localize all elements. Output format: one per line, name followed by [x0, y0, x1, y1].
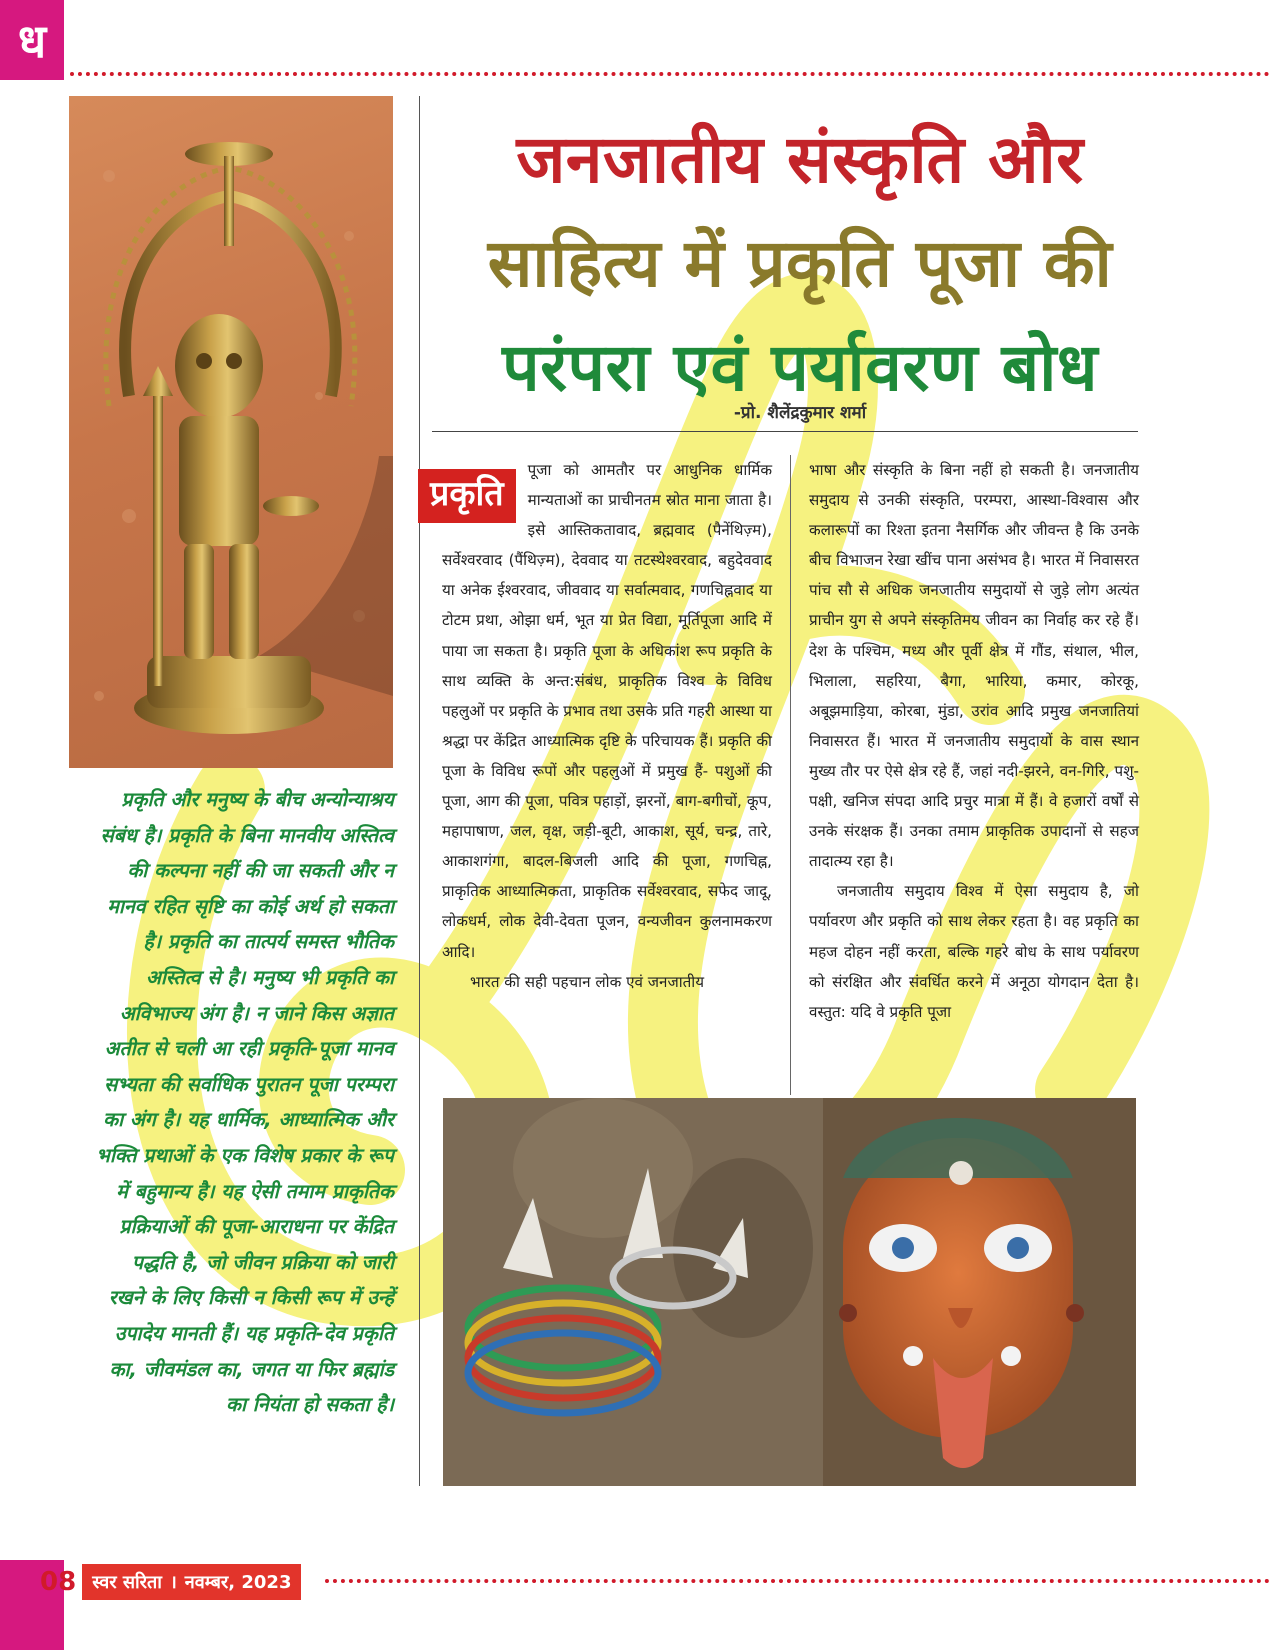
tribal-deity-photo	[443, 1098, 1136, 1486]
pull-quote-line: की कल्पना नहीं की जा सकती और न	[127, 859, 394, 883]
pull-quote-line: प्रक्रियाओं की पूजा-आराधना पर केंद्रित	[119, 1215, 394, 1239]
page-number: 08	[40, 1567, 77, 1597]
article-title	[420, 108, 1180, 420]
page-footer	[40, 1562, 301, 1602]
dropcap-word: प्रकृति	[418, 469, 516, 523]
magazine-name: स्वर सरिता	[92, 1572, 162, 1593]
body-column-1	[430, 455, 772, 997]
magazine-logo	[0, 0, 64, 80]
column-divider	[790, 455, 791, 1095]
top-dotted-rule	[70, 72, 1270, 76]
title-line-1: जनजातीय संस्कृति और	[516, 121, 1084, 198]
pull-quote-line: का, जीवमंडल का, जगत या फिर ब्रह्मांड	[109, 1357, 394, 1381]
title-line-3: परंपरा एवं पर्यावरण बोध	[502, 329, 1098, 406]
pull-quote-line: का नियंता हो सकता है।	[225, 1393, 394, 1417]
footer-separator: ।	[169, 1572, 177, 1593]
body-column-2	[809, 455, 1139, 1027]
logo-glyph: ध	[17, 14, 47, 68]
pull-quote-line: में बहुमान्य है। यह ऐसी तमाम प्राकृतिक	[116, 1179, 394, 1203]
pull-quote-line: का अंग है। यह धार्मिक, आध्यात्मिक और	[103, 1108, 394, 1132]
issue-date: नवम्बर, 2023	[184, 1572, 292, 1593]
pull-quote-line: है। प्रकृति का तात्पर्य समस्त भौतिक	[143, 930, 394, 954]
body-paragraph: जनजातीय समुदाय विश्व में ऐसा समुदाय है, जो पर्यावरण और प्रकृति को साथ लेकर रहता है। वह प्रकृति का महज दोहन नहीं करता, बल्कि गहरे बोध के साथ पर्यावरण को संरक्षित और संवर्धित करने में अनूठा योगदान देता है। वस्तुत: यदि वे प्रकृति पूजा	[809, 882, 1139, 1021]
footer-magazine-info	[82, 1564, 301, 1600]
pull-quote-line: प्रकृति और मनुष्य के बीच अन्योन्याश्रय	[121, 788, 394, 811]
pull-quote-line: रखने के लिए किसी न किसी रूप में उन्हें	[108, 1286, 394, 1310]
pull-quote-line: अतीत से चली आ रही प्रकृति-पूजा मानव	[104, 1037, 394, 1061]
body-paragraph: भारत की सही पहचान लोक एवं जनजातीय	[470, 972, 705, 991]
bronze-figure-photo	[69, 96, 393, 768]
byline-rule	[432, 431, 1138, 432]
pull-quote	[66, 782, 394, 1423]
author-byline: -प्रो. शैलेंद्रकुमार शर्मा	[733, 403, 867, 423]
bottom-dotted-rule	[325, 1579, 1270, 1583]
pull-quote-line: अविभाज्य अंग है। न जाने किस अज्ञात	[119, 1001, 394, 1025]
pull-quote-line: सभ्यता की सर्वाधिक पुरातन पूजा परम्परा	[104, 1072, 394, 1096]
pull-quote-line: उपादेय मानती हैं। यह प्रकृति-देव प्रकृति	[114, 1321, 394, 1345]
body-paragraph: पूजा को आमतौर पर आधुनिक धार्मिक मान्यताओं का प्राचीनतम स्रोत माना जाता है। इसे आस्तिकतावाद, ब्रह्मवाद (पैनेंथिज़्म), सर्वेश्वरवाद (पैंथिज़्म), देववाद या तटस्थेश्वरवाद, बहुदेववाद या अनेक ईश्वरवाद, जीववाद या सर्वात्मवाद, गणचिह्नवाद या टोटम प्रथा, ओझा धर्म, भूत या प्रेत विद्या, मूर्तिपूजा आदि में पाया जा सकता है। प्रकृति पूजा के अधिकांश रूप प्रकृति के साथ व्यक्ति के अन्त:संबंध, प्राकृतिक विश्व के विविध पहलुओं पर प्रकृति के प्रभाव तथा उसके प्रति गहरी आस्था या श्रद्धा पर केंद्रित आध्यात्मिक दृष्टि के परिचायक हैं। प्रकृति की पूजा के विविध रूपों और पहलुओं में प्रमुख हैं- पशुओं की पूजा, आग की पूजा, पवित्र पहाड़ों, झरनों, बाग-बगीचों, कूप, महापाषाण, जल, वृक्ष, जड़ी-बूटी, आकाश, सूर्य, चन्द्र, तारे, आकाशगंगा, बादल-बिजली आदि की पूजा, गणचिह्न, प्राकृतिक आध्यात्मिकता, प्राकृतिक सर्वेश्वरवाद, सफेद जादू, लोकधर्म, लोक देवी-देवता पूजन, वन्यजीवन कुलनामकरण आदि।	[442, 461, 772, 961]
pull-quote-line: मानव रहित सृष्टि का कोई अर्थ हो सकता	[107, 894, 394, 918]
title-line-2: साहित्य में प्रकृति पूजा की	[487, 225, 1113, 302]
pull-quote-line: अस्तित्व से है। मनुष्य भी प्रकृति का	[145, 965, 394, 989]
pull-quote-line: संबंध है। प्रकृति के बिना मानवीय अस्तित्व	[100, 823, 394, 847]
body-paragraph: भाषा और संस्कृति के बिना नहीं हो सकती है। जनजातीय समुदाय से उनकी संस्कृति, परम्परा, आस्था-विश्वास और कलारूपों का रिश्ता इतना नैसर्गिक और जीवन्त है कि उनके बीच विभाजन रेखा खींच पाना असंभव है। भारत में निवासरत पांच सौ से अधिक जनजातीय समुदायों से जुड़े लोग अत्यंत प्राचीन युग से अपने संस्कृतिमय जीवन का निर्वाह कर रहे हैं। देश के पश्चिम, मध्य और पूर्वी क्षेत्र में गौंड, संथाल, भील, भिलाला, सहरिया, बैगा, भारिया, कमार, कोरकू, अबूझमाड़िया, कोरबा, मुंडा, उरांव आदि प्रमुख जनजातियां निवासरत हैं। भारत में जनजातीय समुदायों के वास स्थान मुख्य तौर पर ऐसे क्षेत्र रहे हैं, जहां नदी-झरने, वन-गिरि, पशु-पक्षी, खनिज संपदा आदि प्रचुर मात्रा में हैं। वे हजारों वर्षों से उनके संरक्षक हैं। उनका तमाम प्राकृतिक उपादानों से सहज तादात्म्य रहा है।	[809, 461, 1139, 871]
pull-quote-line: भक्ति प्रथाओं के एक विशेष प्रकार के रूप	[96, 1143, 394, 1167]
pull-quote-line: पद्धति है, जो जीवन प्रक्रिया को जारी	[131, 1250, 394, 1274]
